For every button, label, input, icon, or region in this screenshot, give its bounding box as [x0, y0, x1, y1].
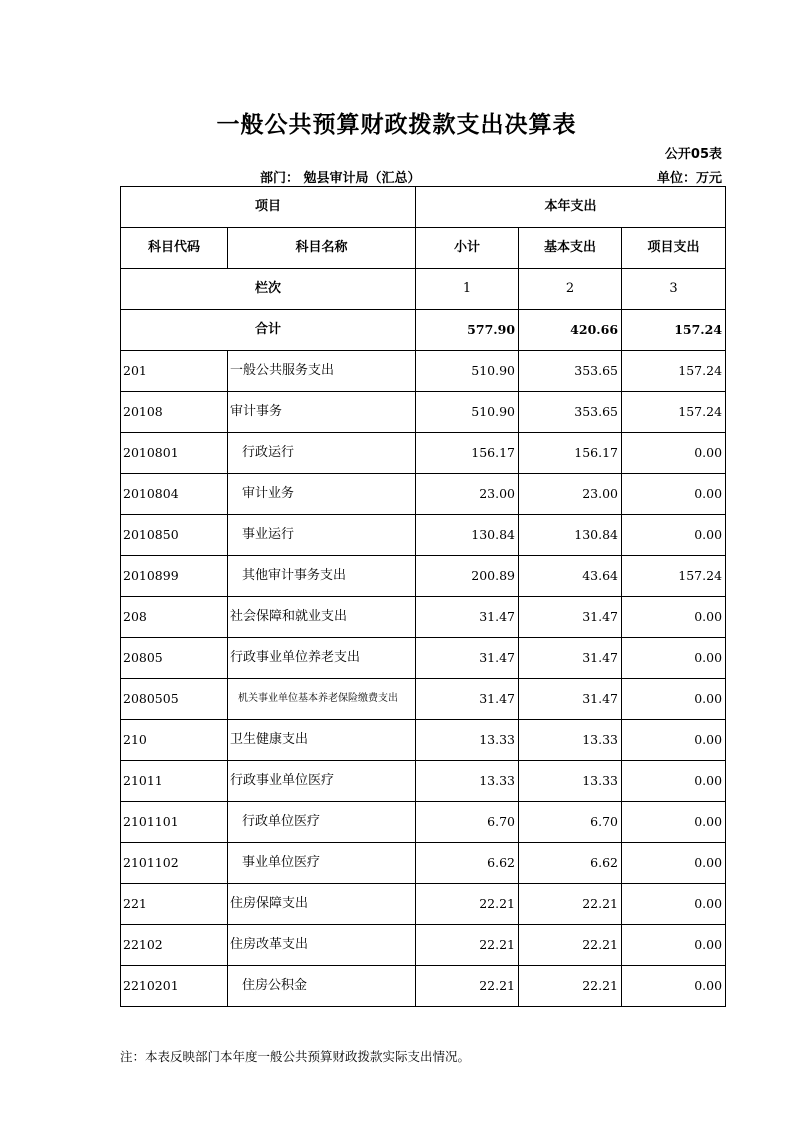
row-name: 行政事业单位养老支出	[228, 638, 416, 679]
row-name: 住房保障支出	[228, 884, 416, 925]
table-row	[121, 884, 726, 925]
total-label: 合计	[121, 310, 416, 351]
row-name: 事业运行	[228, 515, 416, 556]
row-project: 0.00	[622, 474, 726, 515]
table-row	[121, 556, 726, 597]
row-name: 一般公共服务支出	[228, 351, 416, 392]
table-row	[121, 966, 726, 1007]
table-row	[121, 351, 726, 392]
row-basic: 22.21	[519, 925, 622, 966]
row-code: 210	[121, 720, 228, 761]
row-subtotal: 31.47	[416, 638, 519, 679]
row-index-label: 栏次	[121, 269, 416, 310]
row-code: 21011	[121, 761, 228, 802]
page-title: 一般公共预算财政拨款支出决算表	[216, 112, 577, 138]
total-subtotal: 577.90	[416, 310, 519, 351]
header-row-index	[121, 269, 726, 310]
table-row	[121, 679, 726, 720]
table-row	[121, 433, 726, 474]
row-project: 0.00	[622, 515, 726, 556]
row-basic: 31.47	[519, 597, 622, 638]
row-subtotal: 31.47	[416, 597, 519, 638]
row-subtotal: 22.21	[416, 925, 519, 966]
total-basic: 420.66	[519, 310, 622, 351]
row-subtotal: 13.33	[416, 720, 519, 761]
row-name: 行政事业单位医疗	[228, 761, 416, 802]
row-subtotal: 130.84	[416, 515, 519, 556]
row-name: 审计业务	[228, 474, 416, 515]
row-basic: 353.65	[519, 392, 622, 433]
header-subtotal: 小计	[416, 228, 519, 269]
row-subtotal: 510.90	[416, 351, 519, 392]
row-code: 201	[121, 351, 228, 392]
expenditure-table	[120, 186, 726, 1007]
col-index-3: 3	[622, 269, 726, 310]
row-basic: 130.84	[519, 515, 622, 556]
row-subtotal: 22.21	[416, 884, 519, 925]
row-code: 208	[121, 597, 228, 638]
header-project: 项目支出	[622, 228, 726, 269]
row-subtotal: 200.89	[416, 556, 519, 597]
row-project: 0.00	[622, 597, 726, 638]
row-code: 2010850	[121, 515, 228, 556]
row-basic: 6.62	[519, 843, 622, 884]
header-basic: 基本支出	[519, 228, 622, 269]
row-basic: 31.47	[519, 638, 622, 679]
header-row-1	[121, 187, 726, 228]
row-project: 0.00	[622, 679, 726, 720]
row-code: 221	[121, 884, 228, 925]
row-code: 2210201	[121, 966, 228, 1007]
row-basic: 22.21	[519, 884, 622, 925]
row-project: 0.00	[622, 925, 726, 966]
row-name: 行政运行	[228, 433, 416, 474]
row-project: 0.00	[622, 966, 726, 1007]
table-row	[121, 720, 726, 761]
row-basic: 6.70	[519, 802, 622, 843]
row-project: 0.00	[622, 638, 726, 679]
row-project: 157.24	[622, 351, 726, 392]
table-row	[121, 843, 726, 884]
row-code: 2080505	[121, 679, 228, 720]
row-project: 0.00	[622, 720, 726, 761]
row-project: 0.00	[622, 761, 726, 802]
row-subtotal: 23.00	[416, 474, 519, 515]
row-subtotal: 6.62	[416, 843, 519, 884]
row-project: 157.24	[622, 392, 726, 433]
row-project: 0.00	[622, 802, 726, 843]
row-name: 卫生健康支出	[228, 720, 416, 761]
row-name: 其他审计事务支出	[228, 556, 416, 597]
table-row	[121, 802, 726, 843]
row-name: 住房公积金	[228, 966, 416, 1007]
row-code: 2010899	[121, 556, 228, 597]
row-basic: 43.64	[519, 556, 622, 597]
row-basic: 31.47	[519, 679, 622, 720]
header-item: 项目	[121, 187, 416, 228]
table-row	[121, 925, 726, 966]
table-row	[121, 597, 726, 638]
row-code: 2101102	[121, 843, 228, 884]
row-code: 2010804	[121, 474, 228, 515]
row-name: 审计事务	[228, 392, 416, 433]
row-name: 住房改革支出	[228, 925, 416, 966]
unit-label: 单位：万元	[656, 171, 722, 186]
total-project: 157.24	[622, 310, 726, 351]
row-subtotal: 31.47	[416, 679, 519, 720]
form-number: 公开05表	[664, 147, 722, 162]
header-code: 科目代码	[121, 228, 228, 269]
row-code: 22102	[121, 925, 228, 966]
department-label: 部门： 勉县审计局（汇总）	[260, 171, 421, 186]
row-basic: 23.00	[519, 474, 622, 515]
row-project: 0.00	[622, 433, 726, 474]
col-index-1: 1	[416, 269, 519, 310]
row-subtotal: 510.90	[416, 392, 519, 433]
row-basic: 13.33	[519, 720, 622, 761]
table-row	[121, 474, 726, 515]
header-name: 科目名称	[228, 228, 416, 269]
row-project: 157.24	[622, 556, 726, 597]
table-row	[121, 638, 726, 679]
row-subtotal: 22.21	[416, 966, 519, 1007]
row-basic: 353.65	[519, 351, 622, 392]
row-name: 机关事业单位基本养老保险缴费支出	[228, 679, 416, 720]
row-subtotal: 156.17	[416, 433, 519, 474]
row-name: 行政单位医疗	[228, 802, 416, 843]
row-basic: 13.33	[519, 761, 622, 802]
row-basic: 156.17	[519, 433, 622, 474]
row-project: 0.00	[622, 843, 726, 884]
total-row	[121, 310, 726, 351]
row-code: 2010801	[121, 433, 228, 474]
row-code: 2101101	[121, 802, 228, 843]
row-name: 社会保障和就业支出	[228, 597, 416, 638]
row-project: 0.00	[622, 884, 726, 925]
row-code: 20108	[121, 392, 228, 433]
table-row	[121, 761, 726, 802]
row-name: 事业单位医疗	[228, 843, 416, 884]
header-current-year: 本年支出	[416, 187, 726, 228]
col-index-2: 2	[519, 269, 622, 310]
row-basic: 22.21	[519, 966, 622, 1007]
header-row-2	[121, 228, 726, 269]
row-subtotal: 13.33	[416, 761, 519, 802]
table-row	[121, 392, 726, 433]
row-subtotal: 6.70	[416, 802, 519, 843]
table-row	[121, 515, 726, 556]
row-code: 20805	[121, 638, 228, 679]
footnote: 注：本表反映部门本年度一般公共预算财政拨款实际支出情况。	[120, 1049, 471, 1064]
